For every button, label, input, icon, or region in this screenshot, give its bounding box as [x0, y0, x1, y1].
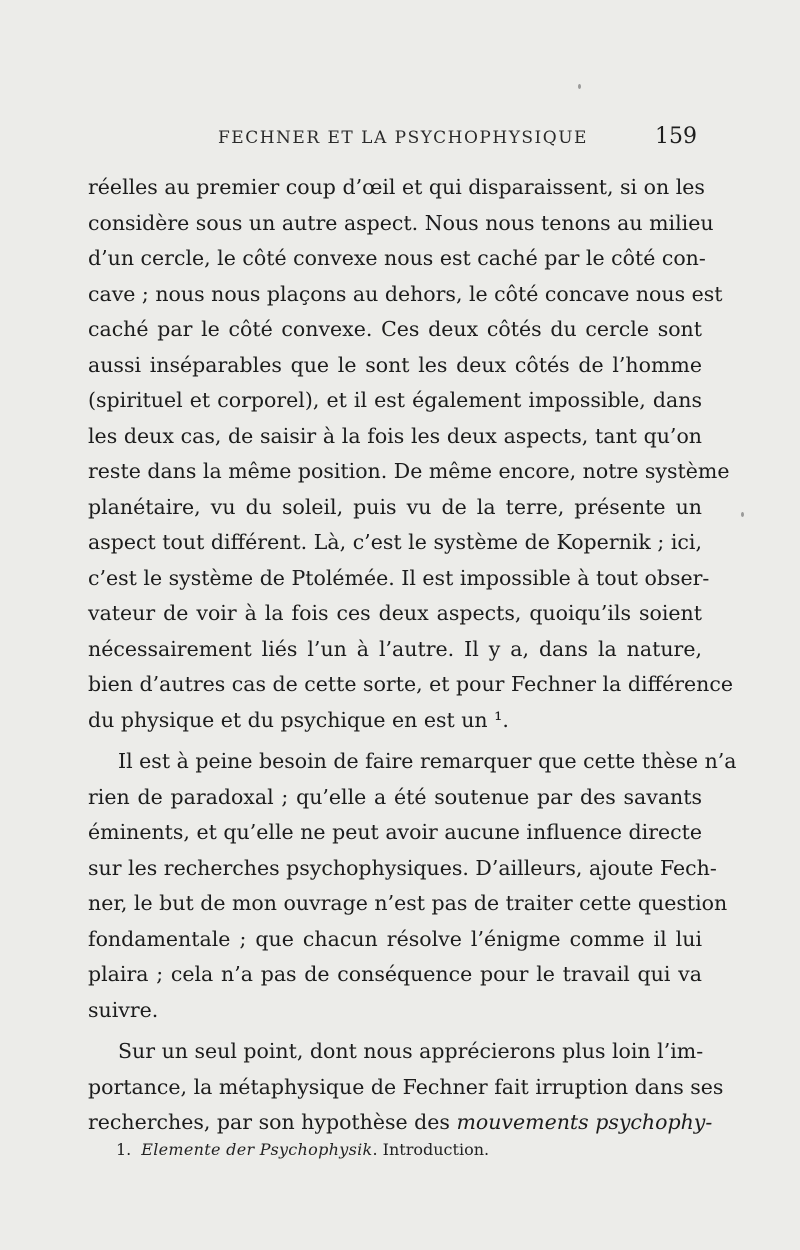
- text-line: considère sous un autre aspect. Nous nous tenons au milieu: [88, 210, 714, 235]
- footnote-title: Elemente der Psychophysik: [141, 1140, 373, 1159]
- text-line: c’est le système de Ptolémée. Il est impossible à tout obser-: [88, 565, 710, 590]
- text-line: fondamentale ; que chacun résolve l’énigme comme il lui: [88, 926, 702, 951]
- text-line: reste dans la même position. De même encore, notre système: [88, 459, 730, 483]
- text-line: aussi inséparables que le sont les deux côtés de l’homme: [88, 352, 702, 377]
- text-line: bien d’autres cas de cette sorte, et pour Fechner la différence: [88, 672, 733, 696]
- text-line: éminents, et qu’elle ne peut avoir aucune influence directe: [88, 820, 702, 844]
- text-line: du physique et du psychique en est un ¹.: [88, 707, 509, 732]
- text-line: suivre.: [88, 997, 159, 1022]
- text-line: vateur de voir à la fois ces deux aspects, quoiqu’ils soient: [88, 601, 702, 625]
- footnote: [116, 1140, 489, 1159]
- text-line: planétaire, vu du soleil, puis vu de la terre, présente un: [88, 494, 702, 519]
- text-line: réelles au premier coup d’œil et qui disparaissent, si on les: [88, 175, 705, 199]
- text-line: portance, la métaphysique de Fechner fait irruption dans ses: [88, 1074, 724, 1099]
- text-line: ner, le but de mon ouvrage n’est pas de traiter cette question: [88, 891, 728, 915]
- text-line: les deux cas, de saisir à la fois les deux aspects, tant qu’on: [88, 423, 702, 448]
- footnote-number: 1.: [116, 1140, 132, 1159]
- text-line: caché par le côté convexe. Ces deux côtés du cercle sont: [88, 317, 702, 341]
- running-head: [0, 124, 800, 158]
- body-text: [88, 170, 737, 1141]
- text-line: (spirituel et corporel), et il est également impossible, dans: [88, 388, 702, 412]
- running-title: FECHNER ET LA PSYCHOPHYSIQUE: [218, 128, 588, 148]
- text-line: nécessairement liés l’un à l’autre. Il y a, dans la nature,: [88, 636, 702, 661]
- text-line: rien de paradoxal ; qu’elle a été soutenue par des savants: [88, 784, 702, 809]
- text-line: d’un cercle, le côté convexe nous est caché par le côté con-: [88, 246, 706, 270]
- text-fragment: recherches, par son hypothèse des: [88, 1110, 457, 1134]
- italic-term: mouvements psychophy-: [456, 1110, 713, 1134]
- text-line: Sur un seul point, dont nous apprécierons plus loin l’im-: [118, 1039, 704, 1063]
- text-line: aspect tout différent. Là, c’est le système de Kopernik ; ici,: [88, 530, 702, 554]
- text-line: plaira ; cela n’a pas de conséquence pour le travail qui va: [88, 962, 702, 986]
- text-line: sur les recherches psychophysiques. D’ailleurs, ajoute Fech-: [88, 855, 717, 880]
- stray-ink-mark: [741, 512, 744, 517]
- paragraph-1: [88, 170, 733, 738]
- paragraph-2: [88, 744, 737, 1028]
- text-line: Il est à peine besoin de faire remarquer que cette thèse n’a: [118, 749, 737, 773]
- stray-ink-mark: [578, 84, 581, 89]
- footnote-rest: . Introduction.: [372, 1140, 490, 1159]
- paragraph-3: [88, 1034, 724, 1141]
- page-number: 159: [655, 124, 697, 149]
- text-line: cave ; nous nous plaçons au dehors, le côté concave nous est: [88, 281, 723, 306]
- text-line: [88, 1105, 713, 1141]
